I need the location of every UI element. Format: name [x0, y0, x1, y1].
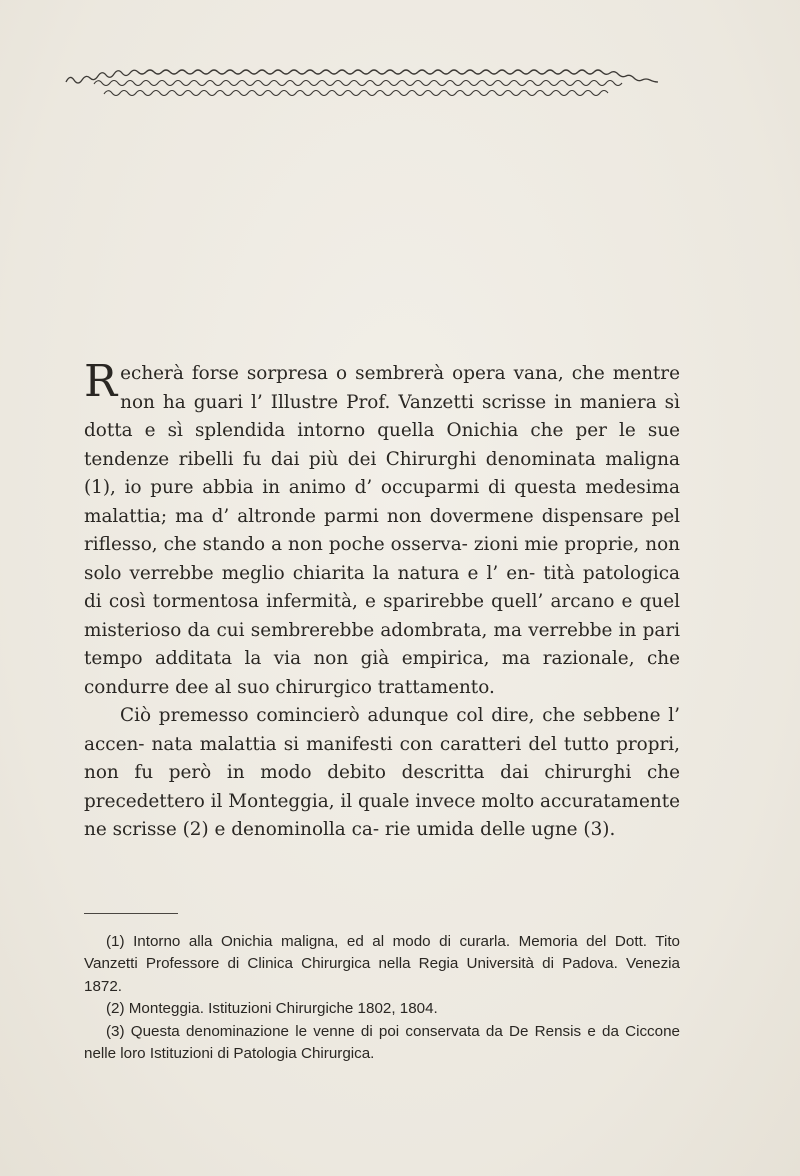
main-text — [84, 356, 680, 845]
paragraph-2: Ciò premesso comincierò adunque col dire, che sebbene l’ accen- nata malattia si manifesti con caratteri del tutto propri, non fu però in modo debito descritta dai chirurghi che precedettero il Monteggia, il quale invece molto accuratamente ne scrisse (2) e denominolla ca- rie umida delle ugne (3). — [84, 705, 680, 840]
footnote-3: (3) Questa denominazione le venne di poi conservata da De Rensis e da Ciccone nelle loro Istituzioni di Patologia Chirurgica. — [84, 1022, 680, 1063]
footnote-separator — [84, 913, 178, 914]
paragraph-1-text: echerà forse sorpresa o sembrerà opera vana, che mentre non ha guari l’ Illustre Prof. Vanzetti scrisse in maniera sì dotta e sì splendida intorno quella Onichia che per le sue tendenze ribelli fu dai più dei Chirurghi denominata maligna (1), io pure abbia in animo d’ occuparmi di questa medesima malattia; ma d’ altronde parmi non dovermene dispensare pel riflesso, che stando a non poche osserva- zioni mie proprie, non solo verrebbe meglio chiarita la natura e l’ en- tità patologica di così tormentosa infermità, e sparirebbe quell’ arcano e quel misterioso da cui sembrerebbe adombrata, ma verrebbe in pari tempo additata la via non già empirica, ma razionale, che condurre dee al suo chirurgico trattamento. — [84, 363, 680, 698]
paragraph-1 — [84, 356, 680, 702]
footnote-1: (1) Intorno alla Onichia maligna, ed al modo di curarla. Memoria del Dott. Tito Vanzetti Professore di Clinica Chirurgica nella Regia Università di Padova. Venezia 1872. — [84, 933, 680, 995]
footnote-2: (2) Monteggia. Istituzioni Chirurgiche 1802, 1804. — [106, 1000, 438, 1018]
wavy-ornament-border-icon — [64, 60, 664, 108]
footnotes — [84, 931, 680, 1065]
drop-cap: R — [84, 356, 118, 407]
